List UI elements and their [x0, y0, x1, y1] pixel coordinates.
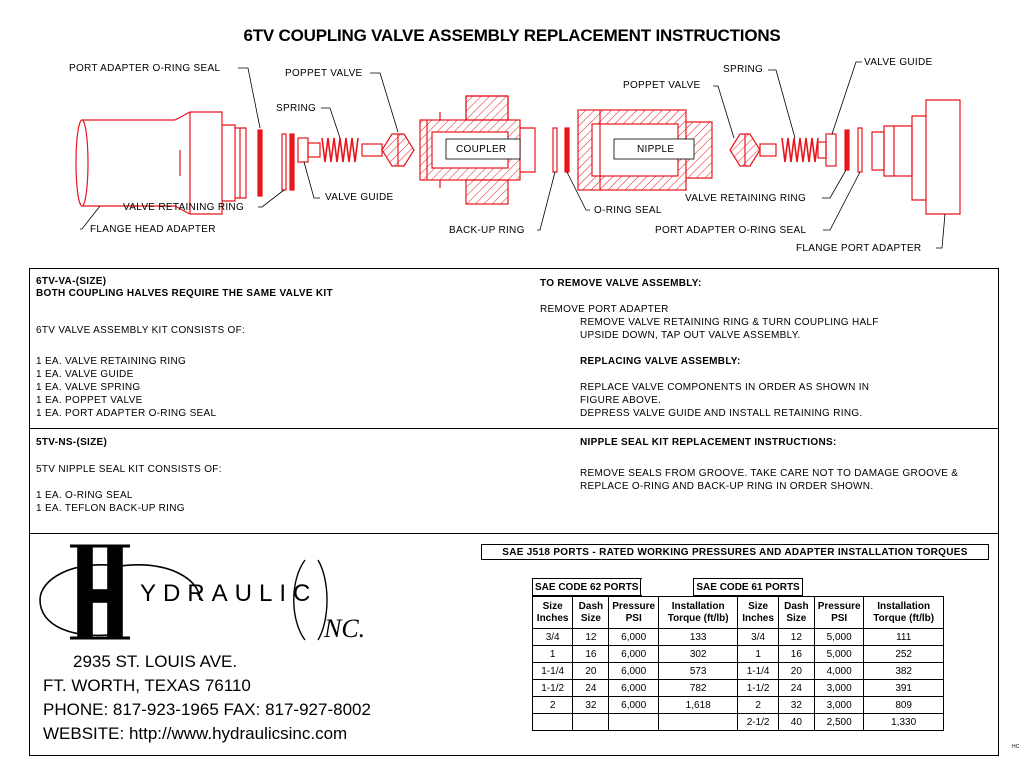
- header-cell: Installation Torque (ft/lb): [864, 597, 944, 629]
- kit-item: 1 EA. POPPET VALVE: [36, 395, 143, 406]
- table-row: 2-1/2 40 2,500 1,330: [533, 714, 944, 731]
- nipple-kit-heading: NIPPLE SEAL KIT REPLACEMENT INSTRUCTIONS:: [580, 437, 837, 448]
- label-backup-ring: BACK-UP RING: [449, 225, 525, 236]
- logo-inc: NC.: [324, 614, 366, 643]
- label-poppet-valve-left: POPPET VALVE: [285, 68, 363, 79]
- footer-mark: HC: [1012, 744, 1020, 750]
- label-oring-seal: O-RING SEAL: [594, 205, 662, 216]
- label-spring-right: SPRING: [723, 64, 764, 75]
- nipple-kit-line: REMOVE SEALS FROM GROOVE. TAKE CARE NOT TO DAMAGE GROOVE &: [580, 468, 959, 479]
- kit-item: 1 EA. VALVE GUIDE: [36, 369, 134, 380]
- remove-line: REMOVE VALVE RETAINING RING & TURN COUPLING HALF: [580, 317, 879, 328]
- kit-code: 6TV-VA-(SIZE): [36, 276, 107, 287]
- nipple-kit-line: REPLACE O-RING AND BACK-UP RING IN ORDER SHOWN.: [580, 481, 874, 492]
- label-flange-port-adapter: FLANGE PORT ADAPTER: [796, 243, 922, 254]
- header-cell: Dash Size: [573, 597, 609, 629]
- header-cell: Dash Size: [778, 597, 814, 629]
- label-spring-left: SPRING: [276, 103, 317, 114]
- remove-heading: TO REMOVE VALVE ASSEMBLY:: [540, 278, 702, 289]
- replace-line: REPLACE VALVE COMPONENTS IN ORDER AS SHOWN IN: [580, 382, 870, 393]
- replace-heading: REPLACING VALVE ASSEMBLY:: [580, 356, 741, 367]
- label-port-adapter-oring-right: PORT ADAPTER O-RING SEAL: [655, 225, 807, 236]
- kit-note: BOTH COUPLING HALVES REQUIRE THE SAME VALVE KIT: [36, 288, 333, 299]
- label-port-adapter-oring-left: PORT ADAPTER O-RING SEAL: [69, 63, 221, 74]
- nipple-kit-code: 5TV-NS-(SIZE): [36, 437, 108, 448]
- page-title: 6TV COUPLING VALVE ASSEMBLY REPLACEMENT INSTRUCTIONS: [243, 26, 781, 45]
- code62-header: SAE CODE 62 PORTS: [533, 579, 641, 596]
- label-valve-guide-left: VALVE GUIDE: [325, 192, 394, 203]
- replace-line: DEPRESS VALVE GUIDE AND INSTALL RETAINING RING.: [580, 408, 863, 419]
- website-link[interactable]: WEBSITE: http://www.hydraulicsinc.com: [43, 724, 348, 743]
- table-row: 1-1/4 20 6,000 573 1-1/4 20 4,000 382: [533, 663, 944, 680]
- header-cell: Size Inches: [738, 597, 778, 629]
- address-line2: FT. WORTH, TEXAS 76110: [43, 676, 251, 695]
- kit-item: 1 EA. VALVE RETAINING RING: [36, 356, 187, 367]
- nipple-kit-item: 1 EA. TEFLON BACK-UP RING: [36, 503, 185, 514]
- table-row: 1 16 6,000 302 1 16 5,000 252: [533, 646, 944, 663]
- address-line1: 2935 ST. LOUIS AVE.: [73, 652, 238, 671]
- table-row: 3/4 12 6,000 133 3/4 12 5,000 111: [533, 629, 944, 646]
- nipple-kit-consists: 5TV NIPPLE SEAL KIT CONSISTS OF:: [36, 464, 222, 475]
- ports-table-title: SAE J518 PORTS - RATED WORKING PRESSURES AND ADAPTER INSTALLATION TORQUES: [481, 544, 989, 560]
- label-poppet-valve-right: POPPET VALVE: [623, 80, 701, 91]
- ports-data-table: [532, 596, 944, 731]
- header-cell: Size Inches: [533, 597, 573, 629]
- kit-item: 1 EA. PORT ADAPTER O-RING SEAL: [36, 408, 217, 419]
- phone-fax: PHONE: 817-923-1965 FAX: 817-927-8002: [43, 700, 371, 719]
- table-row: 1-1/2 24 6,000 782 1-1/2 24 3,000 391: [533, 680, 944, 697]
- remove-line: REMOVE PORT ADAPTER: [540, 304, 669, 315]
- table-row: 2 32 6,000 1,618 2 32 3,000 809: [533, 697, 944, 714]
- ports-table: [532, 578, 803, 596]
- remove-line: UPSIDE DOWN, TAP OUT VALVE ASSEMBLY.: [580, 330, 801, 341]
- kit-consists: 6TV VALVE ASSEMBLY KIT CONSISTS OF:: [36, 325, 246, 336]
- label-valve-guide-right: VALVE GUIDE: [864, 57, 933, 68]
- label-flange-head-adapter: FLANGE HEAD ADAPTER: [90, 224, 216, 235]
- logo-text: YDRAULIC: [140, 580, 318, 607]
- label-valve-retaining-left: VALVE RETAINING RING: [123, 202, 245, 213]
- header-cell: Pressure PSI: [609, 597, 658, 629]
- replace-line: FIGURE ABOVE.: [580, 395, 662, 406]
- label-coupler: COUPLER: [456, 144, 507, 155]
- header-cell: Installation Torque (ft/lb): [658, 597, 738, 629]
- nipple-kit-item: 1 EA. O-RING SEAL: [36, 490, 133, 501]
- header-cell: Pressure PSI: [814, 597, 863, 629]
- label-valve-retaining-right: VALVE RETAINING RING: [685, 193, 807, 204]
- code61-header: SAE CODE 61 PORTS: [694, 579, 802, 596]
- kit-item: 1 EA. VALVE SPRING: [36, 382, 141, 393]
- spacer: [641, 579, 694, 596]
- label-nipple: NIPPLE: [637, 144, 675, 155]
